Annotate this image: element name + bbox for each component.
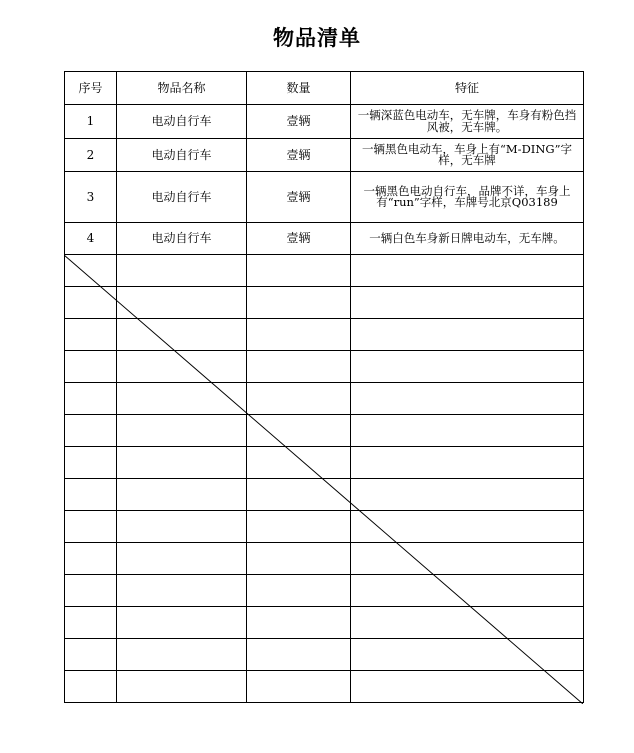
empty-cell [117,255,247,287]
empty-cell [65,575,117,607]
empty-cell [351,479,584,511]
empty-cell [351,511,584,543]
empty-cell [65,607,117,639]
empty-cell [351,287,584,319]
empty-cell [351,639,584,671]
empty-cell [65,351,117,383]
empty-cell [247,255,351,287]
empty-cell [117,511,247,543]
cell-item-name: 电动自行车 [117,139,247,172]
cell-feature: 一辆黑色电动自行车，品牌不详，车身上有“run”字样，车牌号北京Q03189 [351,172,584,223]
cell-item-name: 电动自行车 [117,223,247,255]
empty-cell [351,447,584,479]
empty-cell [351,351,584,383]
empty-cell [247,287,351,319]
empty-cell [65,255,117,287]
empty-cell [117,671,247,703]
empty-cell [351,383,584,415]
empty-cell [117,415,247,447]
empty-cell [247,607,351,639]
empty-table-row [65,287,584,319]
cell-feature: 一辆深蓝色电动车，无车牌，车身有粉色挡风被，无车牌。 [351,105,584,139]
empty-table-row [65,447,584,479]
empty-cell [351,543,584,575]
cell-quantity: 壹辆 [247,139,351,172]
empty-cell [65,287,117,319]
empty-cell [65,479,117,511]
empty-cell [65,383,117,415]
cell-serial-number: 2 [65,139,117,172]
empty-table-row [65,255,584,287]
item-list-table-area [64,71,583,704]
empty-cell [117,287,247,319]
table-row [65,172,584,223]
empty-cell [117,639,247,671]
table-row [65,105,584,139]
empty-table-row [65,575,584,607]
empty-table-row [65,639,584,671]
cell-quantity: 壹辆 [247,223,351,255]
cell-serial-number: 4 [65,223,117,255]
header-feature: 特征 [351,72,584,105]
empty-table-row [65,351,584,383]
empty-cell [117,479,247,511]
empty-cell [65,671,117,703]
empty-table-row [65,671,584,703]
empty-table-row [65,415,584,447]
cell-serial-number: 1 [65,105,117,139]
table-row [65,223,584,255]
cell-item-name: 电动自行车 [117,105,247,139]
table-header-row [65,72,584,105]
empty-table-row [65,319,584,351]
cell-feature: 一辆白色车身新日牌电动车，无车牌。 [351,223,584,255]
empty-cell [247,415,351,447]
empty-cell [351,607,584,639]
empty-cell [247,575,351,607]
empty-cell [117,383,247,415]
empty-cell [351,319,584,351]
empty-cell [117,447,247,479]
empty-cell [351,671,584,703]
empty-cell [351,575,584,607]
empty-cell [247,543,351,575]
empty-cell [247,319,351,351]
cell-quantity: 壹辆 [247,172,351,223]
empty-cell [65,415,117,447]
empty-cell [65,639,117,671]
empty-cell [65,447,117,479]
empty-cell [65,511,117,543]
empty-table-row [65,543,584,575]
empty-cell [351,415,584,447]
cell-serial-number: 3 [65,172,117,223]
empty-cell [117,607,247,639]
empty-cell [351,255,584,287]
empty-table-row [65,479,584,511]
header-item-name: 物品名称 [117,72,247,105]
empty-cell [247,447,351,479]
empty-cell [247,383,351,415]
empty-cell [117,543,247,575]
empty-table-row [65,511,584,543]
empty-cell [247,639,351,671]
empty-cell [117,319,247,351]
page-title: 物品清单 [273,25,361,50]
table-row [65,139,584,172]
header-quantity: 数量 [247,72,351,105]
empty-cell [247,671,351,703]
empty-cell [247,511,351,543]
cell-quantity: 壹辆 [247,105,351,139]
empty-cell [65,319,117,351]
cell-feature: 一辆黑色电动车，车身上有“M-DING”字样，无车牌 [351,139,584,172]
empty-cell [117,575,247,607]
item-list-table [64,71,584,703]
empty-cell [65,543,117,575]
empty-cell [247,351,351,383]
cell-item-name: 电动自行车 [117,172,247,223]
empty-table-row [65,383,584,415]
header-serial-number: 序号 [65,72,117,105]
empty-table-row [65,607,584,639]
empty-cell [247,479,351,511]
empty-cell [117,351,247,383]
